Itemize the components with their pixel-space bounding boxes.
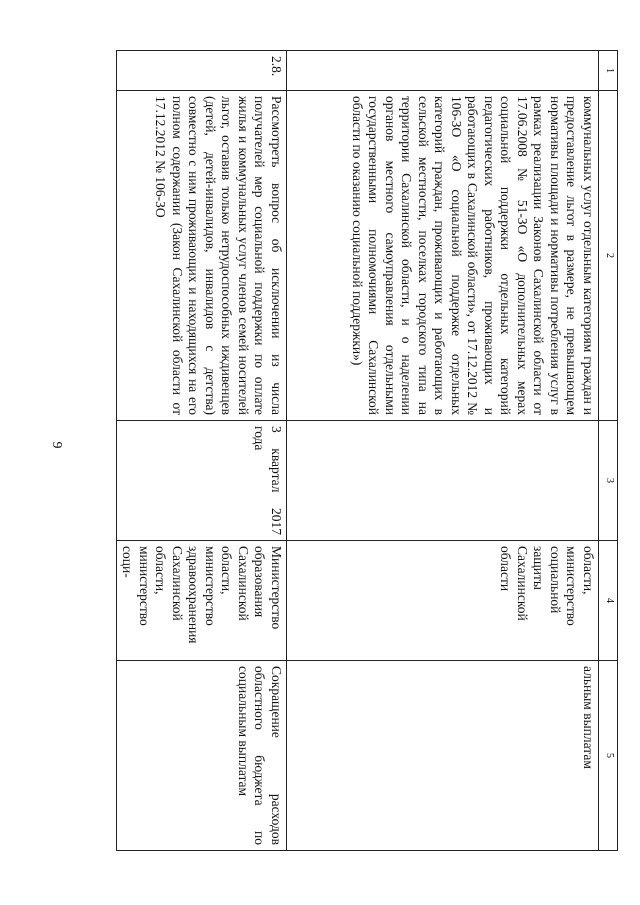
row-number <box>287 51 599 91</box>
row-result: Сокращение расходов областного бюджета по социальным выплатам <box>117 661 287 851</box>
rotated-table-container <box>108 50 618 850</box>
row-executor: Министерство образования Сахалинской области, министерство здравоохранения Сахалинской области, министерство соци- <box>117 541 287 661</box>
table-row <box>287 51 599 851</box>
row-executor: области, министерство социальной защиты Сахалинской области <box>287 541 599 661</box>
table-row <box>117 51 287 851</box>
rotated-table-wrapper <box>108 50 618 850</box>
row-term <box>287 421 599 541</box>
row-measure: коммунальных услуг отдельным категориям граждан и предоставление льгот в размере, не превышающем нормативы площади и нормативы потребления услуг в рамках реализации Законов Сахалинской области от 17.06.2008 № 51-ЗО «О дополнительных мерах социальной поддержки отдельных категорий педагогических работников, проживающих и работающих в Сахалинской области», от 17.12.2012 № 106-ЗО «О социальной поддержке отдельных категорий граждан, проживающих и работающих в сельской местности, поселках городского типа на территории Сахалинской области, и о наделении органов местного самоуправления отдельными государственными полномочиями Сахалинской области по оказанию социальной поддержки») <box>287 91 599 421</box>
row-term: 3 квартал 2017 года <box>117 421 287 541</box>
row-number: 2.8. <box>117 51 287 91</box>
table-header-row <box>599 51 618 851</box>
header-col-3: 3 <box>599 421 618 541</box>
measures-table <box>116 50 618 851</box>
row-result: альным выплатам <box>287 661 599 851</box>
page-number: 9 <box>49 441 64 449</box>
header-col-4: 4 <box>599 541 618 661</box>
header-col-2: 2 <box>599 91 618 421</box>
header-col-5: 5 <box>599 661 618 851</box>
row-measure: Рассмотреть вопрос об исключении из числа получателей мер социальной поддержки по оплате жилья и коммунальных услуг членов семей носителей льгот, оставив только нетрудоспособных иждивенцев (детей, детей-инвалидов, инвалидов с детства) совместно с ним проживающих и находящихся на его полном содержании (Закон Сахалинской области от 17.12.2012 № 106-ЗО <box>117 91 287 421</box>
header-col-1: 1 <box>599 51 618 91</box>
